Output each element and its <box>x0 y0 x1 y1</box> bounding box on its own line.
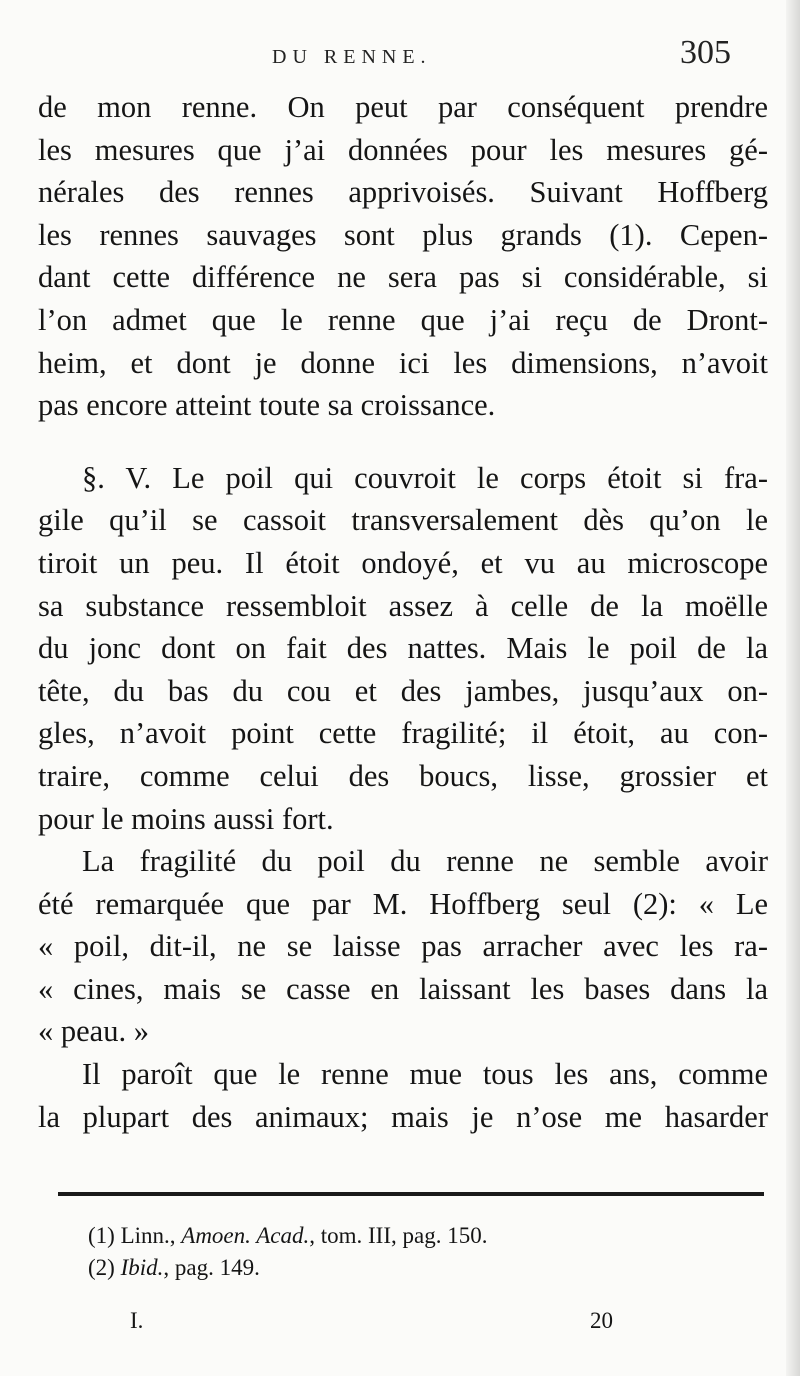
text-line: de mon renne. On peut par conséquent prendre <box>38 90 768 124</box>
footnote-2-prefix: (2) <box>88 1255 121 1280</box>
footnote-2-title: Ibid. <box>120 1255 164 1280</box>
footnote-1-title: Amoen. Acad. <box>181 1223 310 1248</box>
text-line: dant cette différence ne sera pas si considérable, si <box>38 260 768 295</box>
paragraph-2 <box>38 457 768 840</box>
paragraph-4 <box>38 1053 768 1138</box>
text-line: les rennes sauvages sont plus grands (1). Cepen- <box>38 217 768 252</box>
paragraph-3 <box>38 840 768 1053</box>
text-line: « poil, dit-il, ne se laisse pas arracher avec les ra- <box>38 929 768 964</box>
page-number: 305 <box>680 34 731 71</box>
text-line: « cines, mais se casse en laissant les bases dans la <box>38 971 768 1006</box>
footnote-2-suffix: , pag. 149. <box>163 1255 260 1280</box>
text-line: été remarquée que par M. Hoffberg seul (2): « Le <box>38 886 768 921</box>
text-line: La fragilité du poil du renne ne semble avoir <box>82 844 768 879</box>
text-line: §. V. Le poil qui couvroit le corps étoit si fra- <box>82 460 768 495</box>
text-line: pour le moins aussi fort. <box>38 801 334 836</box>
body-text <box>38 86 768 1138</box>
signature-line <box>0 1308 800 1338</box>
text-line: la plupart des animaux; mais je n’ose me hasarder <box>38 1099 768 1134</box>
footnote-1-prefix: (1) Linn., <box>88 1223 182 1248</box>
text-line: tête, du bas du cou et des jambes, jusqu’aux on- <box>38 673 768 708</box>
text-line: pas encore atteint toute sa croissance. <box>38 388 496 423</box>
signature-number: 20 <box>590 1308 613 1333</box>
text-line: tiroit un peu. Il étoit ondoyé, et vu au microscope <box>38 545 768 580</box>
text-line: traire, comme celui des boucs, lisse, grossier et <box>38 758 768 793</box>
paragraph-1 <box>38 86 768 427</box>
text-line: sa substance ressembloit assez à celle de la moëlle <box>38 588 768 623</box>
section-gap <box>38 427 768 457</box>
footnote-2 <box>88 1252 728 1284</box>
text-line: « peau. » <box>38 1014 149 1049</box>
text-line: gile qu’il se cassoit transversalement dès qu’on le <box>38 503 768 538</box>
text-line: du jonc dont on fait des nattes. Mais le poil de la <box>38 631 768 666</box>
page-spine-shadow <box>786 0 800 1376</box>
text-line: l’on admet que le renne que j’ai reçu de Dront- <box>38 302 768 337</box>
text-line: heim, et dont je donne ici les dimensions, n’avoit <box>38 345 768 380</box>
text-line: gles, n’avoit point cette fragilité; il étoit, au con- <box>38 716 768 751</box>
signature-mark: I. <box>130 1308 144 1333</box>
running-title: DU RENNE. <box>272 46 432 68</box>
running-head <box>0 34 800 82</box>
text-line: nérales des rennes apprivoisés. Suivant Hoffberg <box>38 175 768 210</box>
footnotes <box>88 1220 728 1284</box>
footnote-1-suffix: , tom. III, pag. 150. <box>309 1223 488 1248</box>
text-line: Il paroît que le renne mue tous les ans, comme <box>82 1057 768 1092</box>
text-line: les mesures que j’ai données pour les mesures gé- <box>38 132 768 167</box>
footnote-rule <box>58 1192 764 1196</box>
footnote-1 <box>88 1220 728 1252</box>
